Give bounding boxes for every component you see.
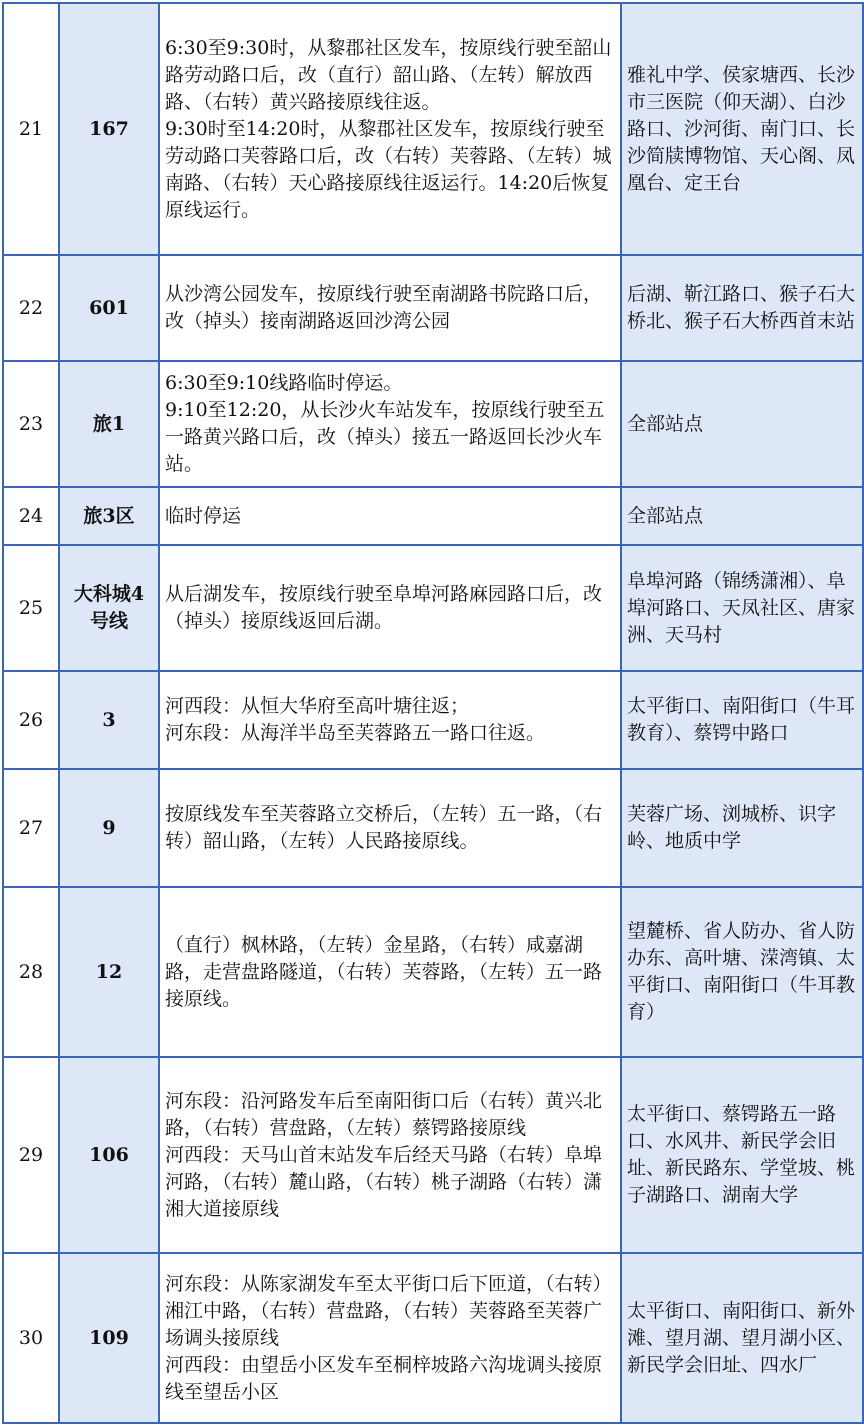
affected-stops: 全部站点: [621, 487, 863, 545]
table-row: [3, 255, 863, 361]
row-number: 21: [3, 3, 59, 255]
row-number: 30: [3, 1253, 59, 1423]
table-row: [3, 545, 863, 671]
affected-stops: 芙蓉广场、浏城桥、识字岭、地质中学: [621, 769, 863, 887]
affected-stops: 太平街口、南阳街口、新外滩、望月湖、望月湖小区、新民学会旧址、四水厂: [621, 1253, 863, 1423]
table-row: [3, 1253, 863, 1423]
route-adjustment-table: [2, 2, 864, 1424]
route-description: （直行）枫林路，（左转）金星路，（右转）咸嘉湖路，走营盘路隧道，（右转）芙蓉路，（左转）五一路接原线。: [159, 887, 621, 1057]
route-description: 河东段：沿河路发车后至南阳街口后（右转）黄兴北路，（右转）营盘路，（左转）蔡锷路接原线 河西段：天马山首末站发车后经天马路（右转）阜埠河路，（右转）麓山路，（右转）桃子湖路（右转）潇湘大道接原线: [159, 1057, 621, 1253]
affected-stops: 全部站点: [621, 361, 863, 487]
affected-stops: 太平街口、南阳街口（牛耳教育）、蔡锷中路口: [621, 671, 863, 769]
route-number: 旅1: [59, 361, 159, 487]
route-number: 106: [59, 1057, 159, 1253]
route-number: 9: [59, 769, 159, 887]
row-number: 28: [3, 887, 59, 1057]
table-row: [3, 487, 863, 545]
table-row: [3, 671, 863, 769]
route-description: 临时停运: [159, 487, 621, 545]
table-row: [3, 1057, 863, 1253]
table-row: [3, 887, 863, 1057]
affected-stops: 太平街口、蔡锷路五一路口、水风井、新民学会旧址、新民路东、学堂坡、桃子湖路口、湖南大学: [621, 1057, 863, 1253]
row-number: 29: [3, 1057, 59, 1253]
route-number: 3: [59, 671, 159, 769]
route-description: 按原线发车至芙蓉路立交桥后，（左转）五一路，（右转）韶山路，（左转）人民路接原线。: [159, 769, 621, 887]
route-description: 从后湖发车，按原线行驶至阜埠河路麻园路口后，改（掉头）接原线返回后湖。: [159, 545, 621, 671]
affected-stops: 后湖、靳江路口、猴子石大桥北、猴子石大桥西首末站: [621, 255, 863, 361]
row-number: 27: [3, 769, 59, 887]
row-number: 25: [3, 545, 59, 671]
route-description: 6:30至9:10线路临时停运。 9:10至12:20，从长沙火车站发车，按原线行驶至五一路黄兴路口后，改（掉头）接五一路返回长沙火车站。: [159, 361, 621, 487]
affected-stops: 望麓桥、省人防办、省人防办东、高叶塘、溁湾镇、太平街口、南阳街口（牛耳教育）: [621, 887, 863, 1057]
route-description: 河东段：从陈家湖发车至太平街口后下匝道，（右转）湘江中路，（右转）营盘路，（右转）芙蓉路至芙蓉广场调头接原线 河西段：由望岳小区发车至桐梓坡路六沟垅调头接原线至望岳小区: [159, 1253, 621, 1423]
affected-stops: 阜埠河路（锦绣潇湘）、阜埠河路口、天凤社区、唐家洲、天马村: [621, 545, 863, 671]
table-row: [3, 361, 863, 487]
table-row: [3, 3, 863, 255]
table-row: [3, 769, 863, 887]
route-number: 167: [59, 3, 159, 255]
route-description: 从沙湾公园发车，按原线行驶至南湖路书院路口后，改（掉头）接南湖路返回沙湾公园: [159, 255, 621, 361]
row-number: 23: [3, 361, 59, 487]
route-number: 109: [59, 1253, 159, 1423]
row-number: 22: [3, 255, 59, 361]
route-description: 6:30至9:30时，从黎郡社区发车，按原线行驶至韶山路劳动路口后，改（直行）韶山路、（左转）解放西路、（右转）黄兴路接原线往返。 9:30时至14:20时，从黎郡社区发车，按原线行驶至劳动路口芙蓉路口后，改（右转）芙蓉路、（左转）城南路、（右转）天心路接原线往返运行。14:20后恢复原线运行。: [159, 3, 621, 255]
route-number: 12: [59, 887, 159, 1057]
route-number: 旅3区: [59, 487, 159, 545]
row-number: 26: [3, 671, 59, 769]
route-number: 601: [59, 255, 159, 361]
row-number: 24: [3, 487, 59, 545]
route-number: 大科城4号线: [59, 545, 159, 671]
route-description: 河西段：从恒大华府至高叶塘往返； 河东段：从海洋半岛至芙蓉路五一路口往返。: [159, 671, 621, 769]
affected-stops: 雅礼中学、侯家塘西、长沙市三医院（仰天湖）、白沙路口、沙河街、南门口、长沙简牍博物馆、天心阁、凤凰台、定王台: [621, 3, 863, 255]
